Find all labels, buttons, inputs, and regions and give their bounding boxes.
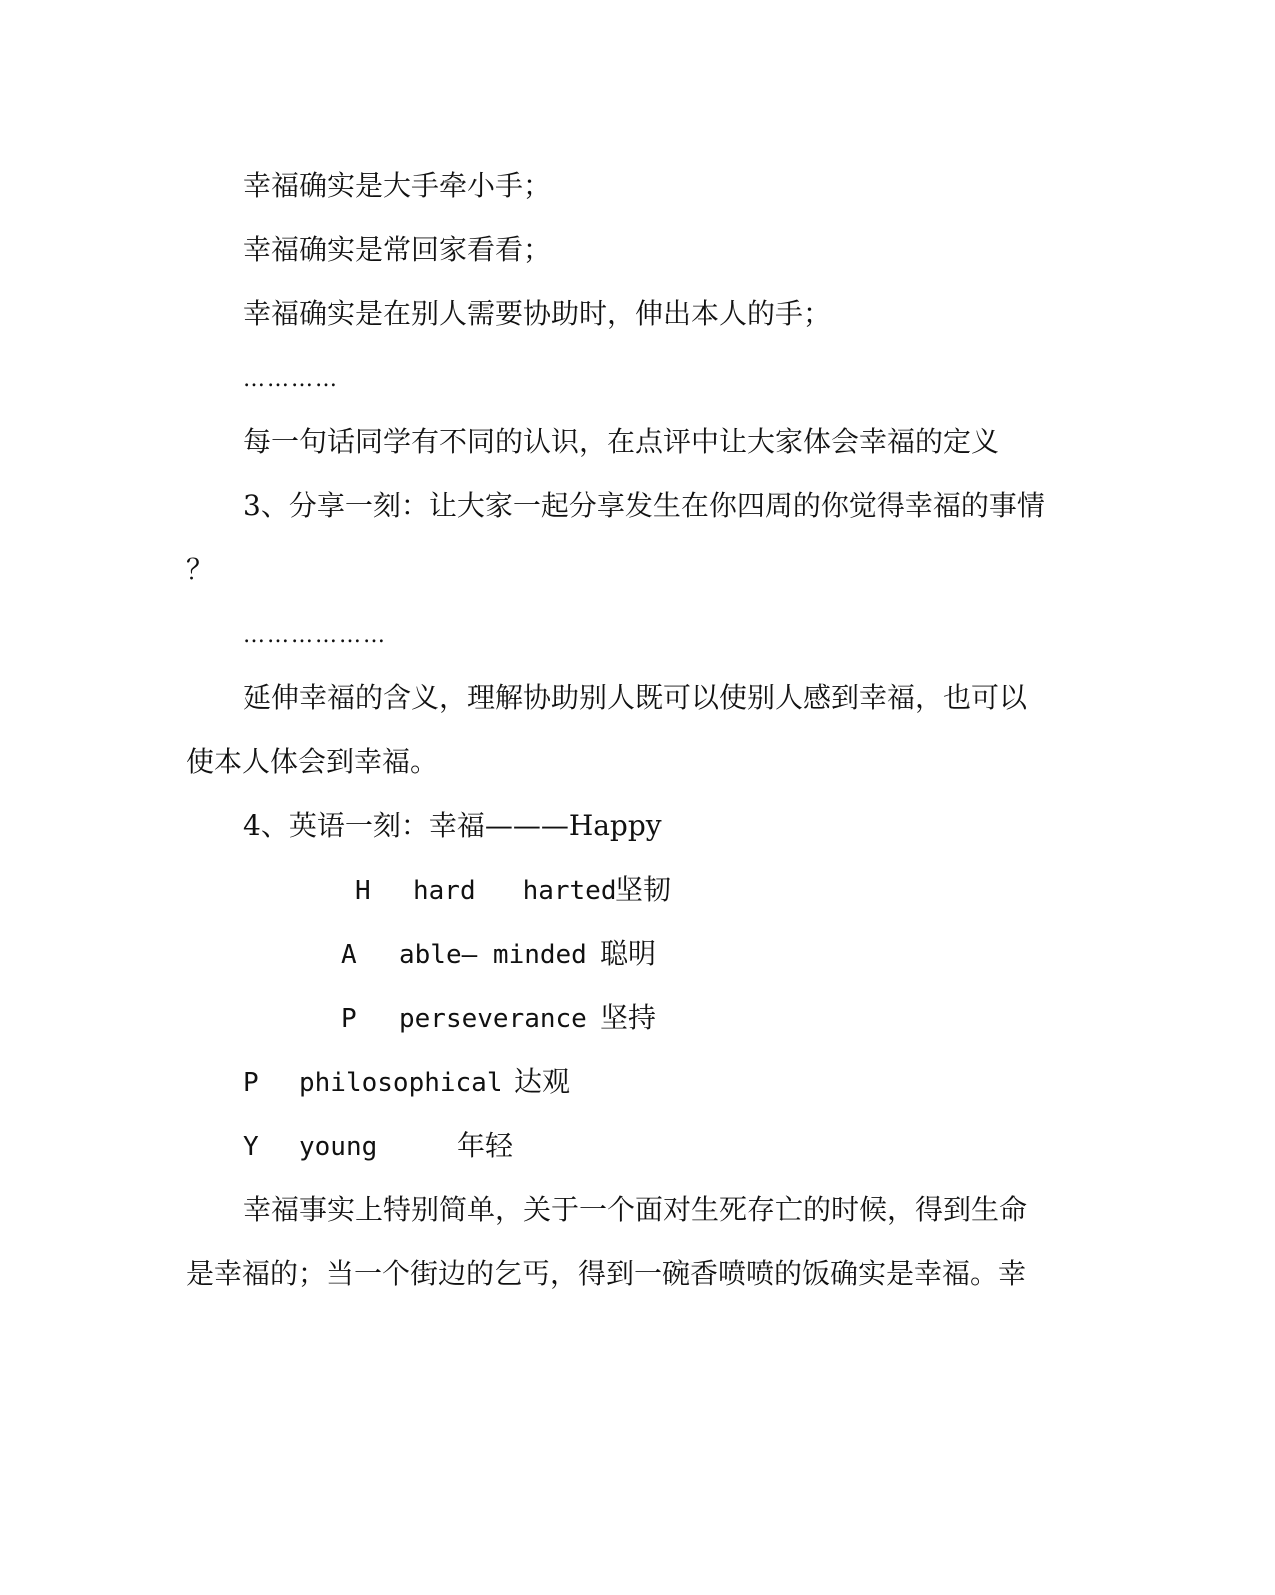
happy-letter: P <box>243 1068 259 1098</box>
happy-words: philosophical <box>299 1068 503 1098</box>
happy-letter: P <box>341 1004 357 1034</box>
paragraph-line: 3、分享一刻：让大家一起分享发生在你四周的你觉得幸福的事情 <box>243 489 1045 522</box>
happy-meaning: 年轻 <box>457 1129 514 1162</box>
happy-words: able— minded <box>399 940 587 970</box>
happy-letter: A <box>341 940 357 970</box>
section-heading: 4、英语一刻：幸福———Happy <box>243 809 662 842</box>
paragraph-line: 使本人体会到幸福。 <box>186 745 439 778</box>
happy-words: hard harted <box>413 876 617 906</box>
paragraph-line: 每一句话同学有不同的认识，在点评中让大家体会幸福的定义 <box>243 425 1000 458</box>
paragraph-line: 是幸福的；当一个街边的乞丐，得到一碗香喷喷的饭确实是幸福。幸 <box>186 1257 1027 1290</box>
happy-words: perseverance <box>399 1004 587 1034</box>
happy-letter: Y <box>243 1132 259 1162</box>
happy-words: young <box>299 1132 378 1162</box>
paragraph-line: 延伸幸福的含义，理解协助别人既可以使别人感到幸福，也可以 <box>243 681 1028 714</box>
paragraph-line: 幸福事实上特别简单，关于一个面对生死存亡的时候，得到生命 <box>243 1193 1028 1226</box>
happy-meaning: 坚韧 <box>615 873 672 906</box>
happy-letter: H <box>355 876 371 906</box>
ellipsis-line: ………… <box>243 367 339 392</box>
paragraph-line: ？ <box>186 553 215 586</box>
happy-meaning: 聪明 <box>600 937 657 970</box>
paragraph-line: 幸福确实是大手牵小手； <box>243 169 552 202</box>
happy-meaning: 达观 <box>514 1065 571 1098</box>
paragraph-line: 幸福确实是在别人需要协助时，伸出本人的手； <box>243 297 832 330</box>
paragraph-line: 幸福确实是常回家看看； <box>243 233 552 266</box>
ellipsis-line: ……………… <box>243 623 387 648</box>
happy-meaning: 坚持 <box>600 1001 657 1034</box>
